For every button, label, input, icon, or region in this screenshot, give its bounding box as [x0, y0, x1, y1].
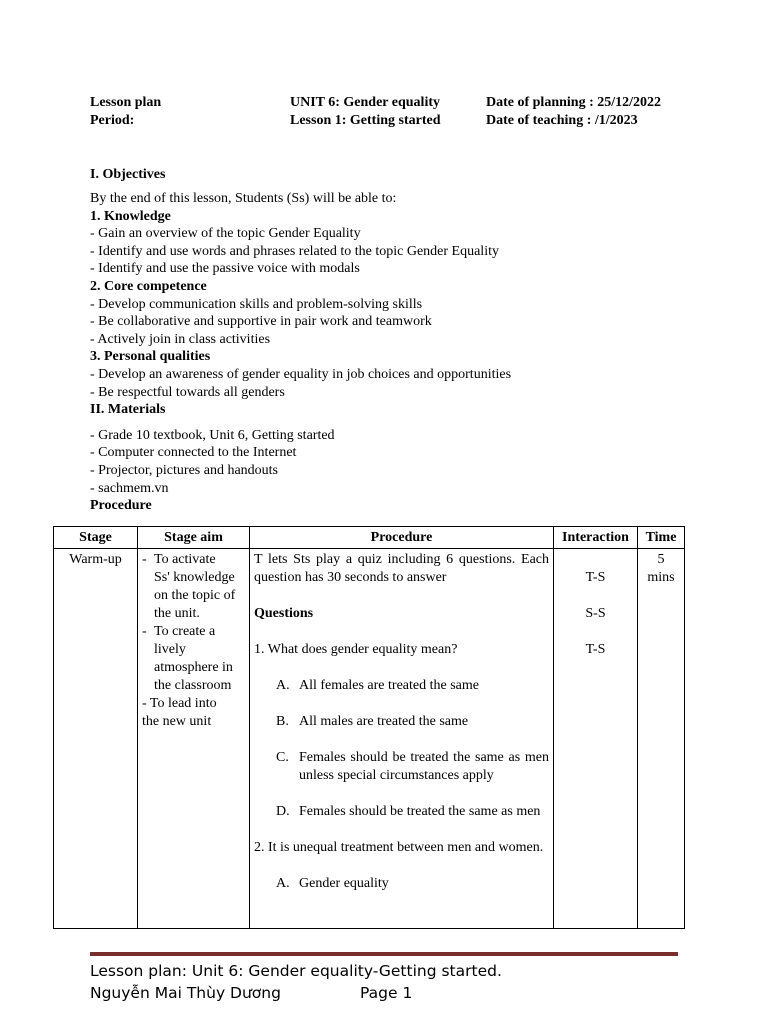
time-cell: 5 mins — [638, 549, 685, 929]
date-of-teaching: Date of teaching : /1/2023 — [486, 113, 638, 128]
core-heading: 2. Core competence — [90, 278, 207, 294]
objectives-body — [90, 190, 690, 515]
aim-item: - To activate Ss' knowledge on the topic of the unit. — [142, 552, 236, 621]
aim-item: - To lead into the new unit — [142, 696, 217, 729]
q1-option: D. Females should be treated the same as men — [276, 804, 541, 819]
core-item: - Actively join in class activities — [90, 331, 271, 347]
stage-aim-cell — [138, 549, 250, 929]
interaction-value: T-S — [585, 570, 606, 585]
question-2: 2. It is unequal treatment between men and women. — [254, 840, 544, 855]
interaction-value: S-S — [585, 606, 606, 621]
materials-item: - Grade 10 textbook, Unit 6, Getting started — [90, 427, 335, 443]
question-1: 1. What does gender equality mean? — [254, 642, 458, 657]
table-header-row — [54, 527, 685, 549]
footer-rule — [90, 952, 678, 956]
procedure-heading: Procedure — [90, 498, 152, 514]
header-col-3 — [486, 94, 661, 130]
personal-heading: 3. Personal qualities — [90, 349, 211, 365]
questions-label: Questions — [254, 606, 314, 621]
materials-item: - Projector, pictures and handouts — [90, 462, 279, 478]
q1-option: C. Females should be treated the same as men unless special circumstances apply — [276, 750, 549, 783]
interaction-cell — [554, 549, 638, 929]
page-number: Page 1 — [360, 984, 413, 1002]
knowledge-item: - Identify and use words and phrases related to the topic Gender Equality — [90, 243, 499, 259]
q2-option: A. Gender equality — [276, 876, 389, 891]
header-time: Time — [638, 527, 685, 549]
lesson-title: Lesson 1: Getting started — [290, 113, 441, 128]
footer-author: Nguyễn Mai Thùy Dương — [90, 984, 281, 1002]
objectives-heading: I. Objectives — [90, 167, 166, 182]
materials-heading: II. Materials — [90, 402, 166, 418]
period-label: Period: — [90, 113, 135, 128]
personal-item: - Develop an awareness of gender equality in job choices and opportunities — [90, 366, 512, 382]
procedure-table — [53, 526, 685, 929]
procedure-cell — [250, 549, 554, 929]
materials-item: - sachmem.vn — [90, 480, 169, 496]
q1-option: A. All females are treated the same — [276, 678, 479, 693]
date-of-planning: Date of planning : 25/12/2022 — [486, 95, 662, 110]
materials-item: - Computer connected to the Internet — [90, 445, 297, 461]
personal-item: - Be respectful towards all genders — [90, 384, 285, 400]
core-item: - Develop communication skills and problem-solving skills — [90, 296, 423, 312]
header-interaction: Interaction — [554, 527, 638, 549]
interaction-value: T-S — [585, 642, 606, 657]
header-col-2 — [290, 94, 441, 130]
aim-list — [142, 551, 245, 731]
unit-title: UNIT 6: Gender equality — [290, 95, 440, 110]
table-row — [54, 549, 685, 929]
header-stage-aim: Stage aim — [138, 527, 250, 549]
knowledge-heading: 1. Knowledge — [90, 208, 171, 224]
knowledge-item: - Identify and use the passive voice with modals — [90, 261, 360, 277]
objectives-intro: By the end of this lesson, Students (Ss) will be able to: — [90, 191, 397, 206]
header-stage: Stage — [54, 527, 138, 549]
knowledge-item: - Gain an overview of the topic Gender Equality — [90, 226, 361, 242]
q1-option: B. All males are treated the same — [276, 714, 469, 729]
aim-item: - To create a lively atmosphere in the classroom — [142, 624, 233, 693]
header-col-1 — [90, 94, 161, 130]
header-procedure: Procedure — [250, 527, 554, 549]
procedure-intro: T lets Sts play a quiz including 6 questions. Each question has 30 seconds to answer — [254, 552, 549, 585]
footer-title: Lesson plan: Unit 6: Gender equality-Getting started. — [90, 962, 502, 980]
lesson-plan-label: Lesson plan — [90, 95, 162, 110]
stage-cell: Warm-up — [54, 549, 138, 929]
core-item: - Be collaborative and supportive in pair work and teamwork — [90, 314, 432, 330]
